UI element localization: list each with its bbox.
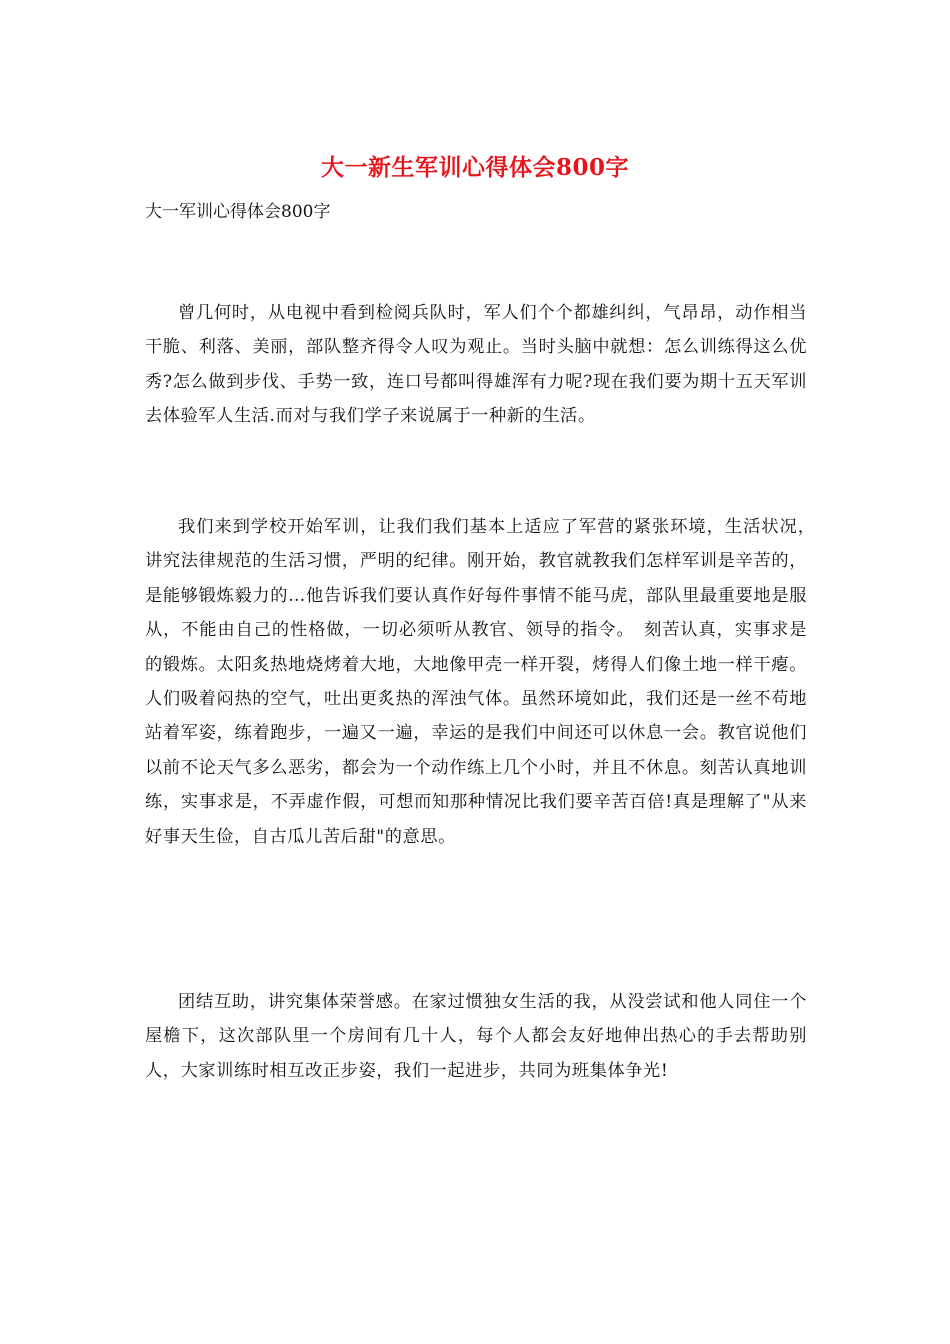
- document-title: 大一新生军训心得体会800字: [320, 154, 629, 181]
- paragraph-3: 团结互助，讲究集体荣誉感。在家过惯独女生活的我，从没尝试和他人同住一个屋檐下，这次部队里一个房间有几十人，每个人都会友好地伸出热心的手去帮助别人，大家训练时相互改正步姿，我们一起进步，共同为班集体争光!: [145, 992, 807, 1081]
- paragraph-1: 曾几何时，从电视中看到检阅兵队时，军人们个个都雄纠纠，气昂昂，动作相当干脆、利落、美丽，部队整齐得令人叹为观止。当时头脑中就想：怎么训练得这么优秀?怎么做到步伐、手势一致，连口号都叫得雄浑有力呢?现在我们要为期十五天军训去体验军人生活.而对与我们学子来说属于一种新的生活。: [145, 303, 807, 427]
- document-subtitle: 大一军训心得体会800字: [145, 202, 331, 222]
- paragraph-2: 我们来到学校开始军训，让我们我们基本上适应了军营的紧张环境，生活状况， 讲究法律规范的生活习惯，严明的纪律。刚开始，教官就教我们怎样军训是辛苦的，是能够锻炼毅力的…他告诉我们要认真作好每件事情不能马虎，部队里最重要地是服从，不能由自己的性格做，一切必须听从教官、领导的指令。 刻苦认真，实事求是的锻炼。太阳炙热地烧烤着大地，大地像甲壳一样开裂，烤得人们像土地一样干瘪。人们吸着闷热的空气，吐出更炙热的浑浊气体。虽然环境如此，我们还是一丝不苟地站着军姿，练着跑步，一遍又一遍，幸运的是我们中间还可以休息一会。教官说他们以前不论天气多么恶劣，都会为一个动作练上几个小时，并且不休息。刻苦认真地训练，实事求是，不弄虚作假，可想而知那种情况比我们要辛苦百倍!真是理解了"从来好事天生俭，自古瓜儿苦后甜"的意思。: [145, 517, 825, 847]
